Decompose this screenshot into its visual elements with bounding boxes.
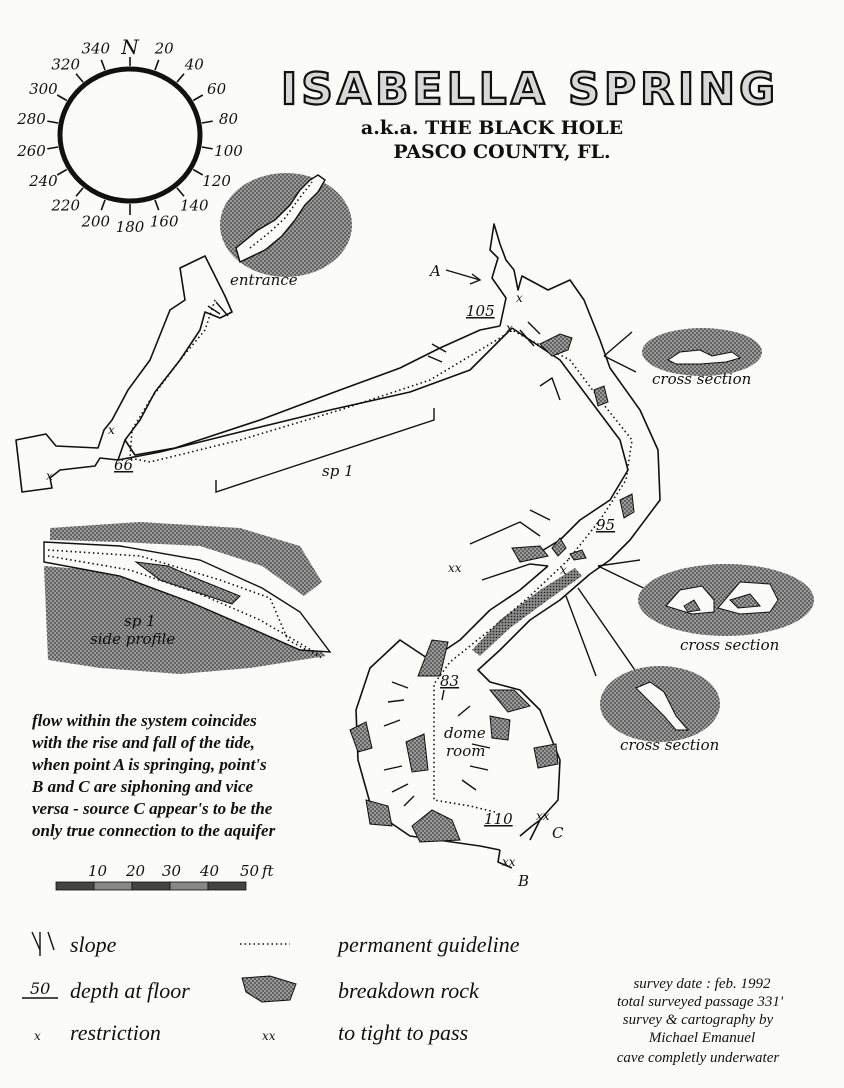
scale-segment xyxy=(132,882,170,890)
scale-segment xyxy=(94,882,132,890)
breakdown-rock-6 xyxy=(570,550,586,560)
legend xyxy=(22,932,520,1045)
compass-degree-label: 100 xyxy=(214,141,243,160)
scale-tick-label: 20 xyxy=(126,862,146,880)
compass-tick xyxy=(155,60,159,70)
breakdown-rock-12 xyxy=(534,744,558,768)
passage-wall-a-branch xyxy=(490,224,660,574)
breakdown-rock-13 xyxy=(366,800,392,826)
compass-tick xyxy=(47,147,58,149)
breakdown-rock-1 xyxy=(540,334,572,356)
compass-rose xyxy=(16,35,243,236)
compass-degree-label: 160 xyxy=(149,212,179,231)
compass-degree-label: 300 xyxy=(29,80,58,98)
breakdown-rock-10 xyxy=(406,734,428,772)
note-line-3: when point A is springing, point's xyxy=(32,755,267,774)
scale-segments xyxy=(56,882,246,890)
depth-label-66: 66 xyxy=(114,456,134,474)
depth-label-105: 105 xyxy=(466,302,495,320)
cross-section-3-label: cross section xyxy=(620,736,720,754)
legend-restriction-label: restriction xyxy=(70,1020,161,1045)
breakdown-rock-2 xyxy=(594,386,608,406)
compass-tick xyxy=(202,147,213,149)
compass-tick xyxy=(57,95,67,101)
entrance-label: entrance xyxy=(230,271,298,289)
scale-tick-label: 50 xyxy=(240,862,260,880)
scale-unit: ft xyxy=(262,862,274,880)
cross-section-2-label: cross section xyxy=(680,636,780,654)
scale-segment xyxy=(208,882,246,890)
cross-section-2 xyxy=(638,564,814,654)
dome-room-label-1: dome xyxy=(444,724,486,742)
compass-degree-label: 320 xyxy=(51,55,81,74)
note-line-6: only true connection to the aquifer xyxy=(32,821,276,840)
survey-info-line: survey & cartography by xyxy=(622,1012,774,1028)
too-tight-mark: xx xyxy=(448,561,462,575)
scale-tick-label: 40 xyxy=(200,862,220,880)
point-b-label: B xyxy=(518,872,530,890)
restriction-mark: x xyxy=(46,469,53,483)
compass-north: N xyxy=(121,35,139,59)
breakdown-rock-11 xyxy=(490,716,510,740)
scale-tick-label: 10 xyxy=(88,862,108,880)
compass-degree-label: 280 xyxy=(17,110,46,129)
restriction-mark: x xyxy=(506,321,513,335)
compass-tick xyxy=(193,95,203,101)
compass-ring xyxy=(60,69,200,201)
compass-degree-label: 220 xyxy=(51,196,81,215)
compass-degree-label: 260 xyxy=(17,141,46,160)
compass-degree-label: 240 xyxy=(29,172,58,190)
passage-spur-3 xyxy=(482,564,548,580)
compass-degree-label: 80 xyxy=(218,110,239,129)
depth-label-83: 83 xyxy=(440,672,460,690)
depth-label-110: 110 xyxy=(484,810,513,828)
compass-tick xyxy=(202,121,213,123)
compass-tick xyxy=(101,60,105,70)
compass-ticks xyxy=(47,57,212,215)
map-aka: a.k.a. THE BLACK HOLE xyxy=(360,117,624,139)
scale-tick-label: 30 xyxy=(162,862,182,880)
compass-tick xyxy=(177,188,184,196)
restriction-mark: x xyxy=(560,563,567,577)
passage-spur-4 xyxy=(530,510,550,520)
compass-degree-label: 180 xyxy=(115,218,145,236)
side-profile-label-2: side profile xyxy=(90,630,176,648)
passage-spur-1 xyxy=(540,378,560,400)
point-c-label: C xyxy=(552,824,564,842)
compass-degree-label: 200 xyxy=(81,212,111,231)
legend-breakdown-label: breakdown rock xyxy=(338,978,479,1003)
compass-tick xyxy=(76,188,83,196)
side-profile-label-1: sp 1 xyxy=(124,612,156,630)
compass-tick xyxy=(57,170,67,176)
breakdown-rock-14 xyxy=(412,810,460,842)
cross-section-1 xyxy=(642,328,762,388)
point-a-label: A xyxy=(430,262,441,280)
legend-depth-label: depth at floor xyxy=(70,978,190,1003)
entrance-inset xyxy=(220,173,352,289)
legend-slope-icon xyxy=(32,932,54,956)
too-tight-mark: xx xyxy=(502,855,516,869)
passage-wall-north xyxy=(118,328,512,460)
legend-slope-label: slope xyxy=(70,932,117,957)
survey-info xyxy=(617,976,784,1066)
point-a-arrow xyxy=(446,270,480,284)
compass-tick xyxy=(101,200,105,210)
breakdown-rock-9 xyxy=(350,722,372,752)
survey-info-line: cave completly underwater xyxy=(616,1050,780,1066)
compass-degree-label: 140 xyxy=(179,196,209,215)
compass-degree-label: 60 xyxy=(207,80,227,98)
map-title: ISABELLA SPRING xyxy=(280,64,780,115)
compass-tick xyxy=(155,200,159,210)
too-tight-mark: xx xyxy=(536,809,550,823)
legend-tight-symbol: xx xyxy=(262,1029,276,1043)
compass-degree-label: 20 xyxy=(154,39,174,58)
note-line-4: B and C are siphoning and vice xyxy=(32,777,254,796)
note-line-1: flow within the system coincides xyxy=(32,711,257,730)
breakdown-rock-4 xyxy=(512,546,548,562)
legend-tight-label: to tight to pass xyxy=(338,1020,469,1045)
compass-tick xyxy=(76,74,83,82)
scale-segment xyxy=(56,882,94,890)
note-line-5: versa - source C appear's to be the xyxy=(32,799,273,818)
cross-section-1-label: cross section xyxy=(652,370,752,388)
scale-bar xyxy=(56,862,275,890)
depth-label-95: 95 xyxy=(596,516,616,534)
breakdown-rock-5 xyxy=(552,538,566,556)
compass-tick xyxy=(47,121,58,123)
legend-restriction-symbol: x xyxy=(34,1029,41,1043)
flow-note xyxy=(31,711,276,840)
survey-info-line: total surveyed passage 331' xyxy=(616,994,784,1010)
map-county: PASCO COUNTY, FL. xyxy=(393,141,611,163)
cross-section-3 xyxy=(600,666,720,754)
compass-degree-label: 340 xyxy=(81,39,111,58)
survey-info-line: Michael Emanuel xyxy=(648,1030,756,1046)
breakdown-rock-3 xyxy=(620,494,634,518)
legend-breakdown-icon xyxy=(242,976,296,1002)
compass-tick xyxy=(177,74,184,82)
compass-degree-label: 120 xyxy=(202,172,231,190)
scale-segment xyxy=(170,882,208,890)
compass-degree-label: 40 xyxy=(184,55,204,74)
dome-room-label-2: room xyxy=(446,742,486,760)
side-profile xyxy=(44,522,330,674)
survey-info-line: survey date : feb. 1992 xyxy=(633,976,771,992)
legend-guideline-label: permanent guideline xyxy=(338,932,520,957)
sp1-label: sp 1 xyxy=(322,462,354,480)
note-line-2: with the rise and fall of the tide, xyxy=(32,733,255,752)
restriction-mark: x xyxy=(516,291,523,305)
passage-spur-2 xyxy=(470,522,540,544)
passage-wall-south xyxy=(125,326,500,455)
restriction-mark: x xyxy=(108,423,115,437)
legend-depth-sample: 50 xyxy=(30,979,51,998)
